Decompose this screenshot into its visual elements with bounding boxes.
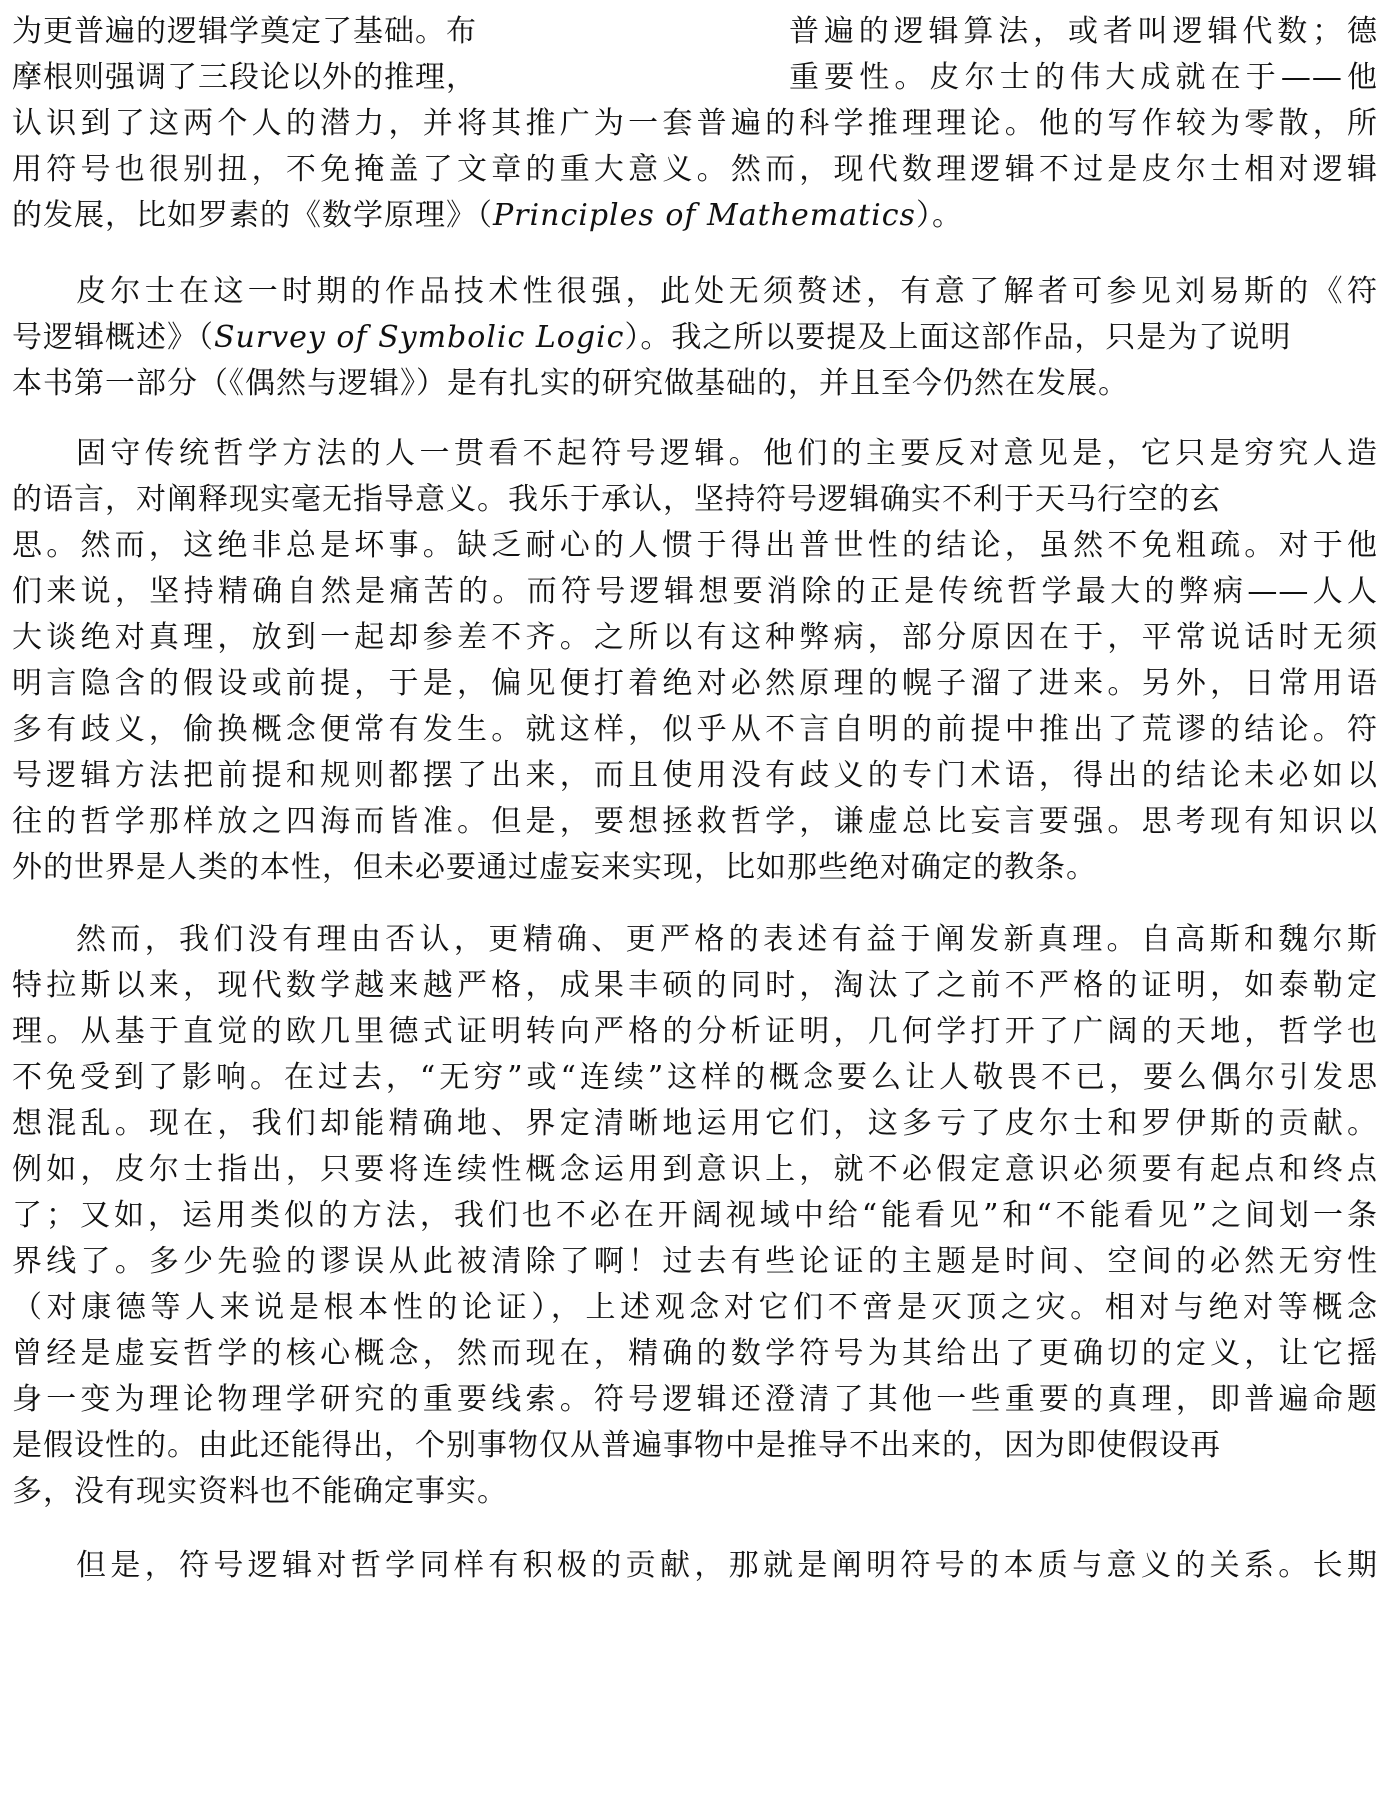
document-page xyxy=(12,0,1378,1800)
text-line-with-italic xyxy=(12,196,1378,236)
text-line: 曾经是虚妄哲学的核心概念，然而现在，精确的数学符号为其给出了更确切的定义，让它摇 xyxy=(12,1336,1378,1371)
text-line: 界线了。多少先验的谬误从此被清除了啊！过去有些论证的主题是时间、空间的必然无穷性 xyxy=(12,1244,1378,1279)
text-line: 本书第一部分（《偶然与逻辑》）是有扎实的研究做基础的，并且至今仍然在发展。 xyxy=(12,366,1129,401)
text-line: 往的哲学那样放之四海而皆准。但是，要想拯救哲学，谦虚总比妄言要强。思考现有知识以 xyxy=(12,804,1378,839)
italic-title: Principles of Mathematics xyxy=(493,198,916,233)
text-fragment: ）。 xyxy=(915,198,963,233)
text-line: 多，没有现实资料也不能确定事实。 xyxy=(12,1474,508,1509)
text-line-paragraph-start: 皮尔士在这一时期的作品技术性很强，此处无须赘述，有意了解者可参见刘易斯的《符 xyxy=(76,274,1378,309)
text-line: 思。然而，这绝非总是坏事。缺乏耐心的人惯于得出普世性的结论，虽然不免粗疏。对于他 xyxy=(12,528,1378,563)
italic-title: Survey of Symbolic Logic xyxy=(214,320,625,355)
text-line: 外的世界是人类的本性，但未必要通过虚妄来实现，比如那些绝对确定的教条。 xyxy=(12,850,1097,885)
text-line: 们来说，坚持精确自然是痛苦的。而符号逻辑想要消除的正是传统哲学最大的弊病——人人 xyxy=(12,574,1378,609)
text-line: 是假设性的。由此还能得出，个别事物仅从普遍事物中是推导不出来的，因为即使假设再 xyxy=(12,1428,1221,1463)
text-line-right-fragment: 普遍的逻辑算法，或者叫逻辑代数；德 xyxy=(789,14,1378,49)
text-fragment: ）。我之所以要提及上面这部作品，只是为了说明 xyxy=(624,320,1292,355)
text-line: 了；又如，运用类似的方法，我们也不必在开阔视域中给“能看见”和“不能看见”之间划一条 xyxy=(12,1198,1378,1233)
text-line: 身一变为理论物理学研究的重要线索。符号逻辑还澄清了其他一些重要的真理，即普遍命题 xyxy=(12,1382,1378,1417)
text-line: 号逻辑方法把前提和规则都摆了出来，而且使用没有歧义的专门术语，得出的结论未必如以 xyxy=(12,758,1378,793)
text-line: 理。从基于直觉的欧几里德式证明转向严格的分析证明，几何学打开了广阔的天地，哲学也 xyxy=(12,1014,1378,1049)
text-line: 多有歧义，偷换概念便常有发生。就这样，似乎从不言自明的前提中推出了荒谬的结论。符 xyxy=(12,712,1378,747)
text-fragment: 的发展，比如罗素的《数学原理》（ xyxy=(12,198,493,233)
text-line: 明言隐含的假设或前提，于是，偏见便打着绝对必然原理的幌子溜了进来。另外，日常用语 xyxy=(12,666,1378,701)
text-line-split xyxy=(12,58,1378,98)
text-fragment: 号逻辑概述》（ xyxy=(12,320,214,355)
text-line: 的语言，对阐释现实毫无指导意义。我乐于承认，坚持符号逻辑确实不利于天马行空的玄 xyxy=(12,482,1221,517)
text-line-paragraph-start: 固守传统哲学方法的人一贯看不起符号逻辑。他们的主要反对意见是，它只是穷究人造 xyxy=(76,436,1378,471)
text-line: 用符号也很别扭，不免掩盖了文章的重大意义。然而，现代数理逻辑不过是皮尔士相对逻辑 xyxy=(12,152,1378,187)
text-line-paragraph-start: 然而，我们没有理由否认，更精确、更严格的表述有益于阐发新真理。自高斯和魏尔斯 xyxy=(76,922,1378,957)
text-line: 特拉斯以来，现代数学越来越严格，成果丰硕的同时，淘汰了之前不严格的证明，如泰勒定 xyxy=(12,968,1378,1003)
text-line: 大谈绝对真理，放到一起却参差不齐。之所以有这种弊病，部分原因在于，平常说话时无须 xyxy=(12,620,1378,655)
text-line: 例如，皮尔士指出，只要将连续性概念运用到意识上，就不必假定意识必须要有起点和终点 xyxy=(12,1152,1378,1187)
text-line-left-fragment: 摩根则强调了三段论以外的推理， xyxy=(12,60,477,95)
text-line-paragraph-start: 但是，符号逻辑对哲学同样有积极的贡献，那就是阐明符号的本质与意义的关系。长期 xyxy=(76,1548,1378,1583)
text-line: 认识到了这两个人的潜力，并将其推广为一套普遍的科学推理理论。他的写作较为零散，所 xyxy=(12,106,1378,141)
text-line-right-fragment: 重要性。皮尔士的伟大成就在于——他 xyxy=(789,60,1378,95)
text-line: 不免受到了影响。在过去，“无穷”或“连续”这样的概念要么让人敬畏不已，要么偶尔引发思 xyxy=(12,1060,1378,1095)
text-line-with-italic xyxy=(12,318,1378,358)
text-line-left-fragment: 为更普遍的逻辑学奠定了基础。布 xyxy=(12,14,477,49)
text-line-split xyxy=(12,12,1378,52)
text-line: 想混乱。现在，我们却能精确地、界定清晰地运用它们，这多亏了皮尔士和罗伊斯的贡献。 xyxy=(12,1106,1378,1141)
text-line: （对康德等人来说是根本性的论证），上述观念对它们不啻是灭顶之灾。相对与绝对等概念 xyxy=(12,1290,1378,1325)
